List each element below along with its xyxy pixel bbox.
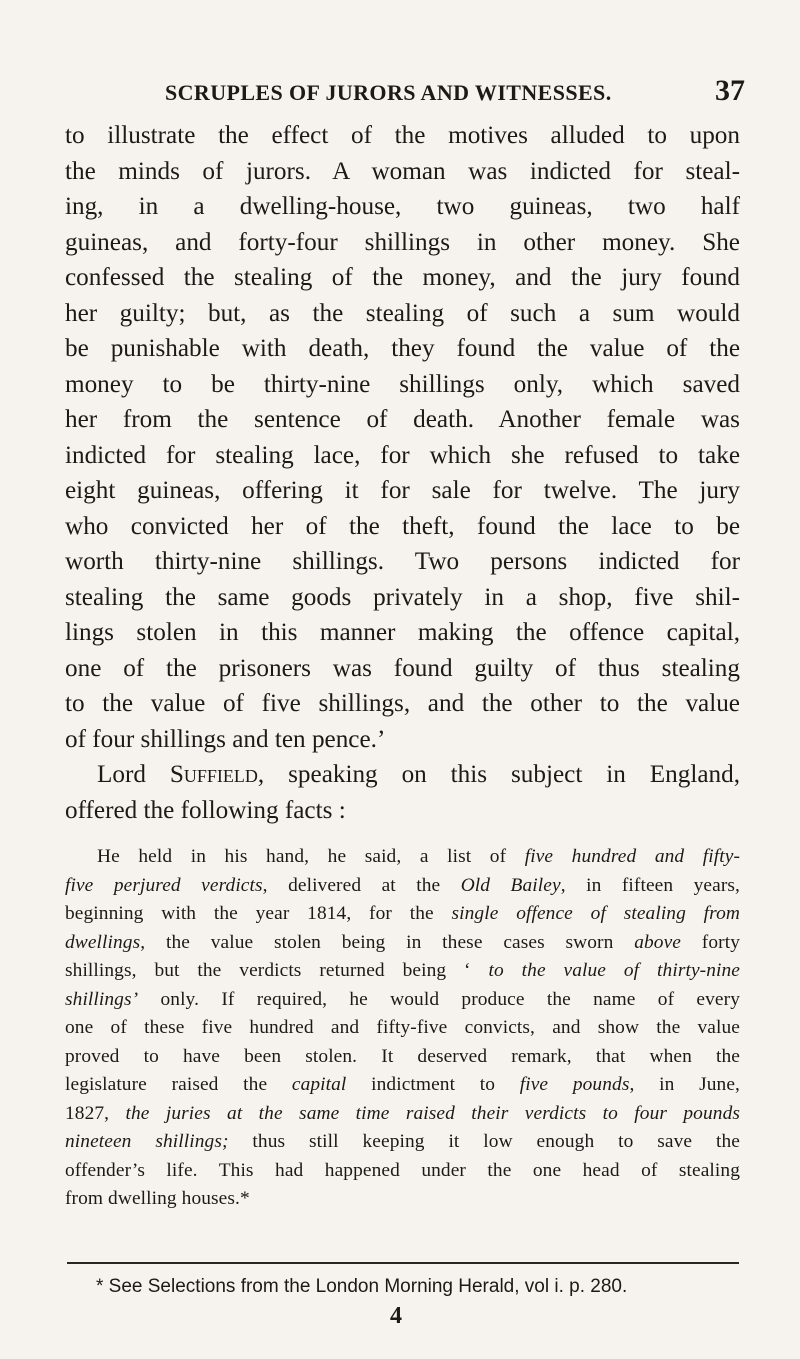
body-line: of four shillings and ten pence.’ — [65, 725, 386, 753]
body-line: worth thirty-nine shillings. Two persons indicted for — [65, 548, 740, 575]
running-head: SCRUPLES OF JURORS AND WITNESSES. — [165, 80, 612, 105]
quote-line — [65, 1071, 740, 1100]
body-line: the minds of jurors. A woman was indicted for steal- — [65, 157, 740, 185]
quote-italic: above — [634, 931, 682, 953]
quote-text: , in June, — [629, 1074, 740, 1095]
quote-text: , delivered at the — [262, 874, 461, 896]
body-line: stealing the same goods privately in a shop, five shil- — [65, 583, 740, 611]
quote-italic: nineteen shillings; — [65, 1131, 229, 1152]
quote-text: beginning with the year 1814, for the — [65, 903, 452, 924]
quote-italic: capital — [291, 1074, 347, 1095]
body-line: guineas, and forty-four shillings in other money. She — [65, 228, 740, 256]
main-paragraph — [65, 118, 740, 828]
body-line: confessed the stealing of the money, and the jury found — [65, 264, 740, 291]
quote-text: , in fifteen years, — [560, 874, 740, 896]
quote-italic: five hundred and fifty- — [524, 846, 740, 867]
body-line: to illustrate the effect of the motives alluded to upon — [65, 122, 740, 149]
footnote-divider — [67, 1262, 739, 1264]
lord-paragraph-line — [65, 757, 740, 793]
body-line: be punishable with death, they found the value of the — [65, 335, 740, 362]
quote-italic: shillings’ — [65, 988, 139, 1010]
body-line: to the value of five shillings, and the other to the value — [65, 690, 740, 717]
lord-line-rest: , speaking on this subject in England, — [257, 761, 740, 788]
body-line: indicted for stealing lace, for which she refused to take — [65, 441, 740, 469]
quote-text: He held in his hand, he said, a list of — [97, 846, 525, 867]
quote-line: from dwelling houses.* — [65, 1188, 250, 1209]
quote-text: indictment to — [346, 1074, 520, 1095]
footnote: * See Selections from the London Morning Herald, vol i. p. 280. — [96, 1276, 628, 1297]
page-header — [65, 76, 745, 112]
body-line: who convicted her of the theft, found the lace to be — [65, 512, 740, 540]
quote-italic: dwellings — [65, 931, 141, 953]
body-line: one of the prisoners was found guilty of thus stealing — [65, 654, 740, 682]
body-line: lings stolen in this manner making the offence capital, — [65, 619, 740, 646]
quote-italic: five perjured verdicts — [65, 874, 263, 896]
quote-text: shillings, but the verdicts returned being ‘ — [65, 960, 489, 981]
quote-line — [65, 957, 740, 986]
quote-line: proved to have been stolen. It deserved remark, that when the — [65, 1045, 740, 1067]
body-line: ing, in a dwelling-house, two guineas, two half — [65, 193, 740, 220]
body-line: money to be thirty-nine shillings only, which saved — [65, 370, 740, 398]
quote-italic: single offence of stealing from — [451, 903, 740, 924]
quote-line — [65, 843, 740, 872]
quote-line: one of these five hundred and fifty-five convicts, and show the value — [65, 1017, 740, 1038]
quote-text: , the value stolen being in these cases sworn — [140, 931, 635, 953]
quote-line — [65, 1128, 740, 1157]
quote-line — [65, 1100, 740, 1129]
quote-italic: Old Bailey — [460, 874, 561, 896]
quote-italic: the juries at the same time raised their verdicts to four pounds — [125, 1102, 741, 1124]
signature-mark: 4 — [390, 1303, 402, 1329]
lord-name: Suffield — [169, 761, 258, 788]
quote-text: thus still keeping it low enough to save the — [228, 1131, 740, 1152]
body-line: eight guineas, offering it for sale for twelve. The jury — [65, 477, 740, 504]
page-number: 37 — [715, 74, 745, 107]
body-line: her guilty; but, as the stealing of such a sum would — [65, 299, 740, 327]
quote-line — [65, 986, 740, 1015]
quote-line: offender’s life. This had happened under the one head of stealing — [65, 1159, 740, 1181]
quote-italic: five pounds — [519, 1074, 630, 1095]
block-quote — [65, 843, 740, 1214]
body-line: her from the sentence of death. Another female was — [65, 406, 740, 433]
quote-text: only. If required, he would produce the name of every — [138, 988, 740, 1010]
quote-line — [65, 872, 740, 901]
quote-text: forty — [681, 931, 740, 953]
quote-text: 1827, — [65, 1102, 126, 1124]
quote-line — [65, 929, 740, 958]
quote-italic: to the value of thirty-nine — [488, 960, 740, 981]
quote-line — [65, 900, 740, 929]
quote-text: legislature raised the — [65, 1074, 292, 1095]
lord-paragraph-line: offered the following facts : — [65, 796, 346, 824]
lord-prefix: Lord — [97, 761, 170, 788]
